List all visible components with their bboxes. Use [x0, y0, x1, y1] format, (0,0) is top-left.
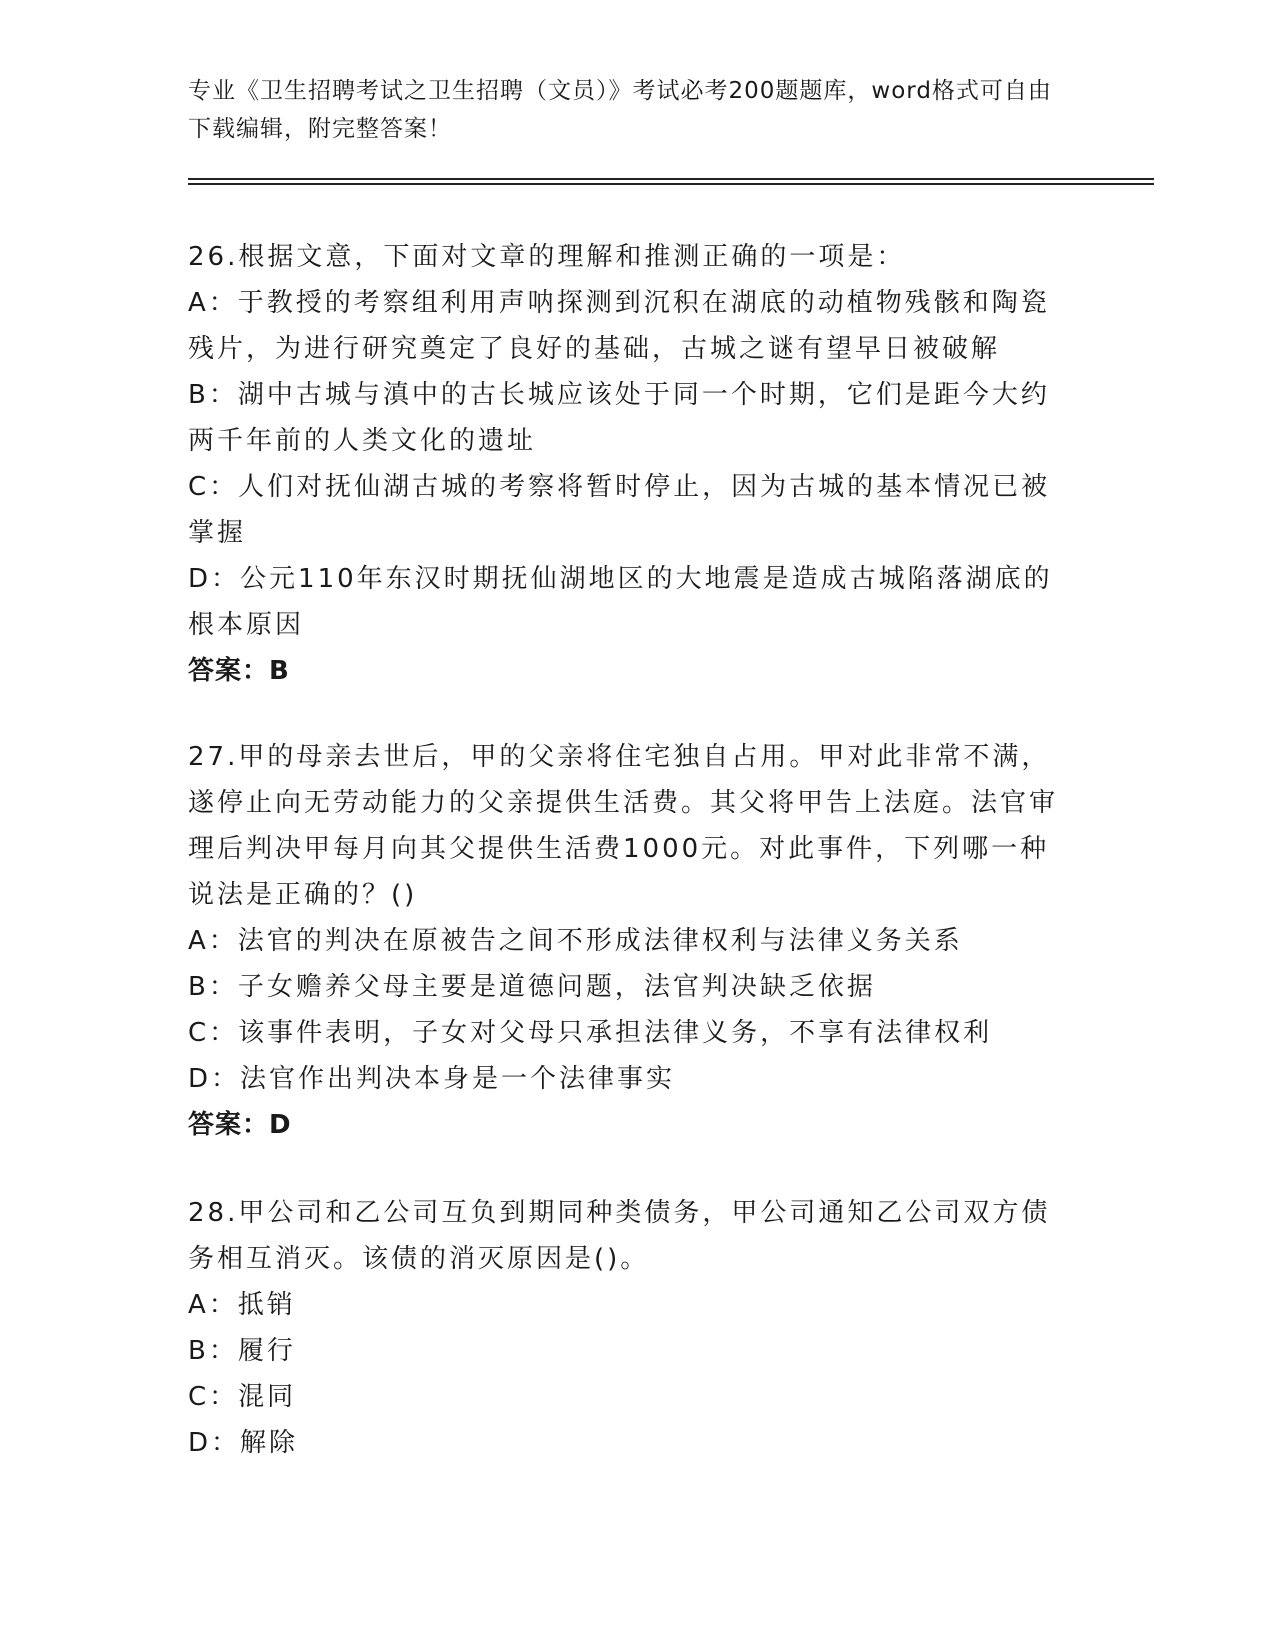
question-stem: 28.甲公司和乙公司互负到期同种类债务，甲公司通知乙公司双方债务相互消灭。该债的消灭原因是()。 — [188, 1198, 1051, 1274]
option-b: B：子女赡养父母主要是道德问题，法官判决缺乏依据 — [188, 972, 876, 1002]
question-stem: 26.根据文意，下面对文章的理解和推测正确的一项是： — [188, 242, 906, 272]
header-divider-top — [188, 178, 1154, 180]
option-c: C：混同 — [188, 1382, 297, 1412]
option-d: D：公元110年东汉时期抚仙湖地区的大地震是造成古城陷落湖底的根本原因 — [188, 564, 1053, 640]
document-intro: 专业《卫生招聘考试之卫生招聘（文员）》考试必考200题题库，word格式可自由下载编辑，附完整答案！ — [188, 78, 1052, 142]
option-a: A：于教授的考察组利用声呐探测到沉积在湖底的动植物残骸和陶瓷残片，为进行研究奠定了良好的基础，古城之谜有望早日被破解 — [188, 288, 1050, 364]
option-b: B：履行 — [188, 1336, 296, 1366]
answer: 答案：D — [188, 1110, 292, 1140]
option-b: B：湖中古城与滇中的古长城应该处于同一个时期，它们是距今大约两千年前的人类文化的遗址 — [188, 380, 1050, 456]
question-27 — [188, 734, 1078, 1148]
header-divider-bottom — [188, 183, 1154, 185]
answer: 答案：B — [188, 656, 290, 686]
option-c: C：人们对抚仙湖古城的考察将暂时停止，因为古城的基本情况已被掌握 — [188, 472, 1051, 548]
option-d: D：解除 — [188, 1428, 299, 1458]
option-a: A：抵销 — [188, 1290, 296, 1320]
question-26 — [188, 234, 1078, 694]
question-stem: 27.甲的母亲去世后，甲的父亲将住宅独自占用。甲对此非常不满，遂停止向无劳动能力的父亲提供生活费。其父将甲告上法庭。法官审理后判决甲每月向其父提供生活费1000元。对此事件，下列哪一种说法是正确的？() — [188, 742, 1059, 910]
question-28 — [188, 1190, 1078, 1466]
option-a: A：法官的判决在原被告之间不形成法律权利与法律义务关系 — [188, 926, 963, 956]
option-c: C：该事件表明，子女对父母只承担法律义务，不享有法律权利 — [188, 1018, 993, 1048]
option-d: D：法官作出判决本身是一个法律事实 — [188, 1064, 676, 1094]
